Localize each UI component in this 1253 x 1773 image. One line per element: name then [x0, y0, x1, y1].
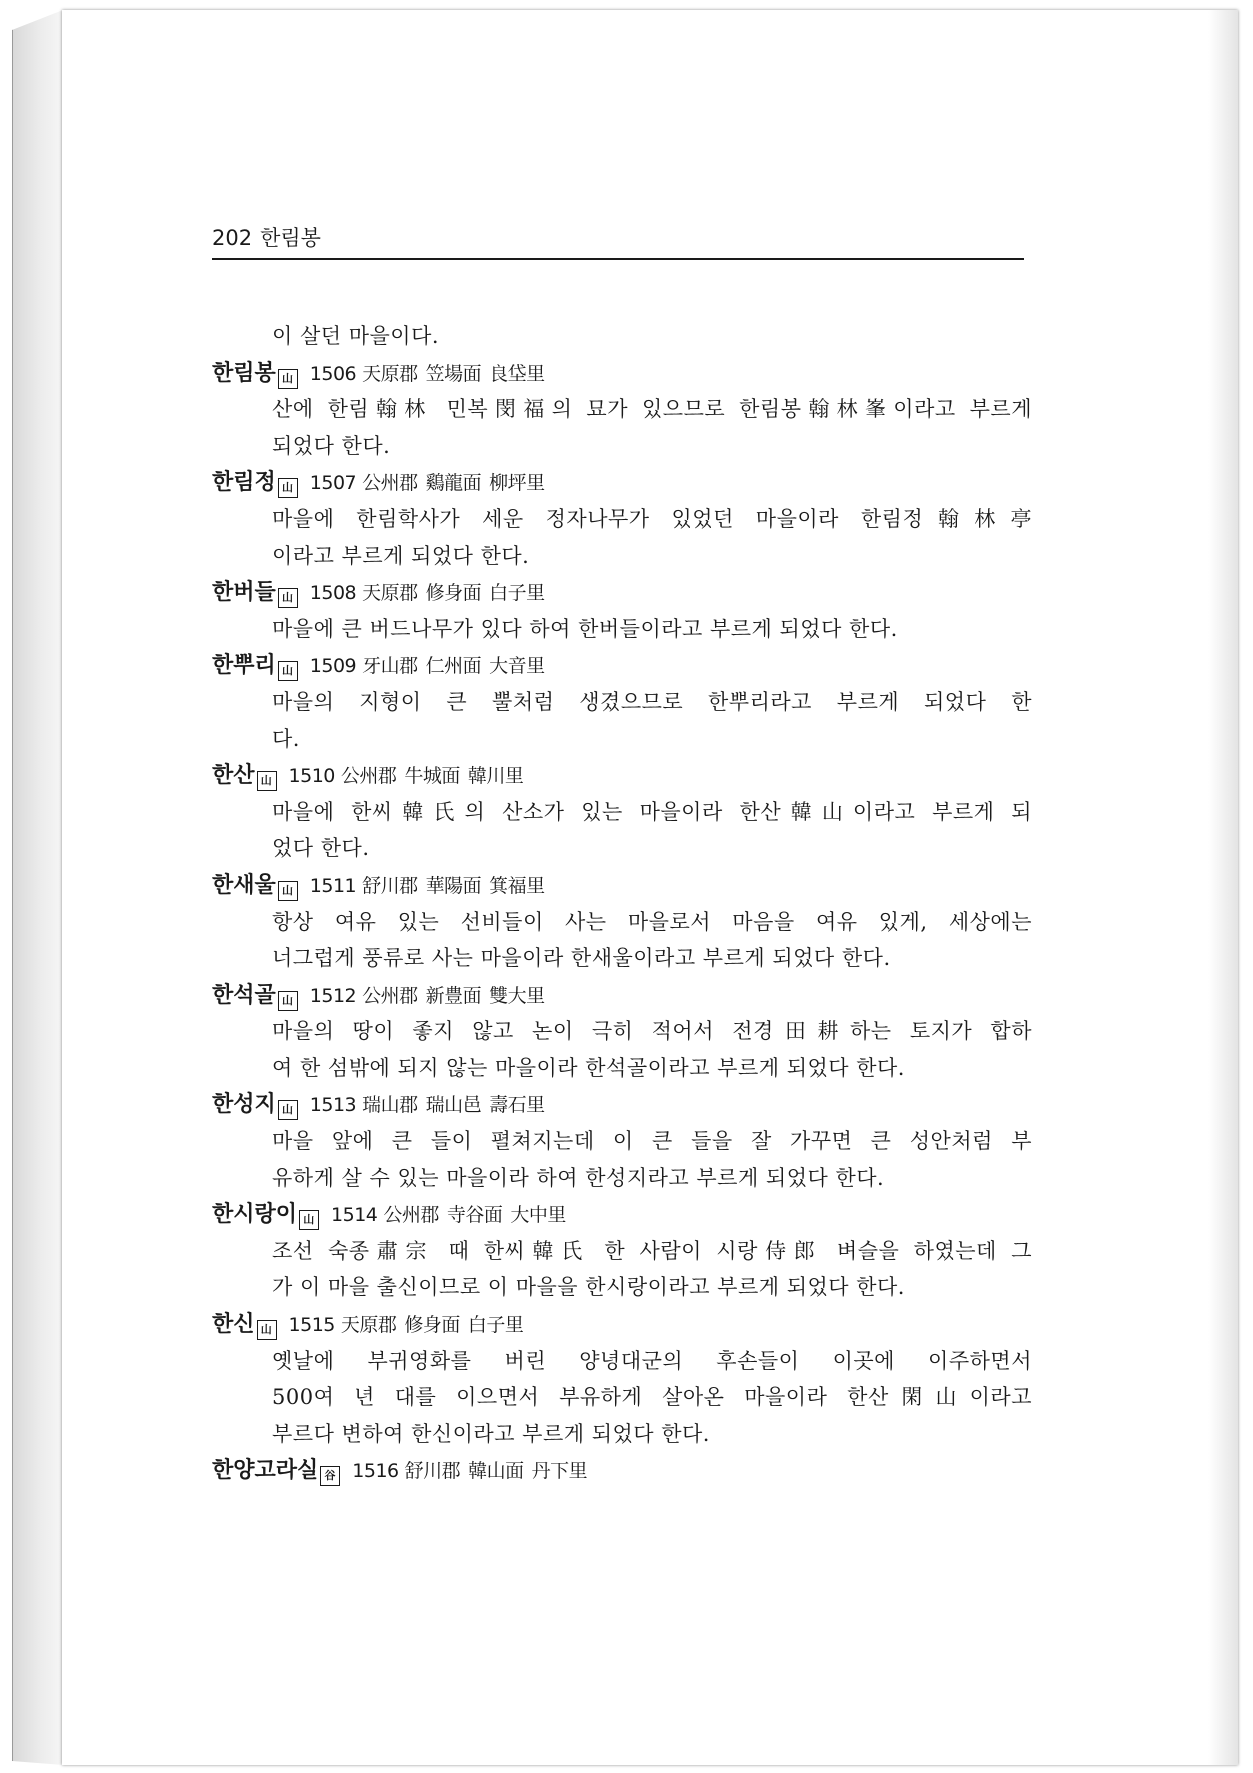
entry-township: 新豊面 [425, 984, 482, 1007]
running-title: 한림봉 [260, 226, 321, 250]
entry-description-line: 마을에 한림학사가 세운 정자나무가 있었던 마을이라 한림정翰林亭 [272, 506, 1032, 531]
entry-headword: 한성지 [212, 1091, 276, 1118]
book-spine-edge [12, 10, 63, 1765]
entry-description-line: 마을에 큰 버드나무가 있다 하여 한버들이라고 부르게 되었다 한다. [272, 616, 898, 641]
entry-code: 1516 [352, 1460, 399, 1483]
entry-description-line: 되었다 한다. [272, 433, 391, 458]
entry-township: 笠場面 [425, 362, 482, 385]
entry-village: 白子里 [489, 582, 545, 605]
entry-township: 修身面 [425, 582, 482, 605]
entry-headword: 한버들 [212, 579, 276, 606]
entry-township: 韓山面 [468, 1460, 524, 1483]
page-number: 202 [212, 226, 253, 250]
entry-township: 鷄龍面 [425, 472, 482, 495]
running-head [212, 222, 321, 252]
entry-heading [212, 647, 1092, 684]
entry-code: 1507 [309, 472, 357, 495]
entry-township: 寺谷面 [446, 1204, 503, 1227]
entry-headword: 한산 [212, 762, 255, 789]
entry-village: 大中里 [510, 1204, 566, 1227]
entry-type-mark: 山 [257, 1320, 277, 1340]
entry-headword: 한시랑이 [212, 1201, 298, 1228]
entry-code: 1513 [309, 1094, 357, 1117]
entry-code: 1506 [309, 362, 357, 385]
entry-township: 牛城面 [404, 765, 460, 788]
entry-type-mark: 谷 [320, 1466, 340, 1486]
entry-county: 天原郡 [362, 362, 418, 385]
entry-heading [212, 1196, 1092, 1233]
entry-description-line: 산에 한림翰林 민복閔福의 묘가 있으므로 한림봉翰林峯이라고 부르게 [272, 397, 1032, 422]
entry-heading [212, 977, 1092, 1014]
entry-village: 白子里 [467, 1314, 524, 1337]
entry-county: 公州郡 [362, 472, 418, 495]
entry-heading [212, 757, 1092, 794]
entry-headword: 한새울 [212, 871, 276, 898]
entry-heading [212, 867, 1092, 904]
entry-county: 天原郡 [362, 582, 418, 605]
entry-code: 1511 [309, 874, 357, 897]
entry-description-line: 이라고 부르게 되었다 한다. [272, 543, 530, 568]
entry-county: 舒川郡 [404, 1460, 461, 1483]
entry-village: 丹下里 [531, 1460, 588, 1483]
entry-county: 公州郡 [362, 984, 418, 1007]
entry-description-line: 조선 숙종肅宗 때 한씨韓氏 한 사람이 시랑侍郎 벼슬을 하였는데 그 [272, 1238, 1032, 1263]
entry-county: 公州郡 [340, 765, 397, 788]
entry-description-line: 항상 여유 있는 선비들이 사는 마을로서 마음을 여유 있게, 세상에는 [272, 909, 1032, 934]
entry-township: 修身面 [404, 1314, 460, 1337]
entry-description-line: 유하게 살 수 있는 마을이라 하여 한성지라고 부르게 되었다 한다. [272, 1165, 885, 1190]
entry-headword: 한양고라실 [212, 1457, 319, 1484]
entry-headword: 한석골 [212, 981, 276, 1008]
entry-type-mark: 山 [278, 991, 298, 1011]
entry-headword: 한림봉 [212, 359, 276, 386]
entry-description-line: 마을의 지형이 큰 뿔처럼 생겼으므로 한뿌리라고 부르게 되었다 한 [272, 689, 1032, 714]
entry-description-line: 여 한 섬밖에 되지 않는 마을이라 한석골이라고 부르게 되었다 한다. [272, 1055, 905, 1080]
entry-code: 1509 [309, 655, 357, 678]
entry-township: 華陽面 [425, 874, 482, 897]
entry-type-mark: 山 [278, 661, 298, 681]
dictionary-content [212, 318, 1092, 1489]
page-gutter-shadow [1208, 10, 1238, 1765]
entry-type-mark: 山 [278, 369, 298, 389]
entry-township: 仁州面 [425, 655, 482, 678]
entry-heading [212, 1086, 1092, 1123]
entry-headword: 한신 [212, 1311, 255, 1338]
entry-county: 天原郡 [340, 1314, 397, 1337]
entry-county: 牙山郡 [362, 655, 418, 678]
entry-description-line: 너그럽게 풍류로 사는 마을이라 한새울이라고 부르게 되었다 한다. [272, 946, 891, 971]
entry-heading [212, 1306, 1092, 1343]
entry-description-line: 었다 한다. [272, 836, 370, 861]
entry-code: 1510 [288, 765, 335, 788]
entry-headword: 한뿌리 [212, 652, 276, 679]
entry-heading [212, 464, 1092, 501]
entry-village: 大音里 [489, 655, 545, 678]
entry-village: 壽石里 [489, 1094, 545, 1117]
entry-village: 良垈里 [489, 362, 545, 385]
entry-description-line: 500여 년 대를 이으면서 부유하게 살아온 마을이라 한산閑山이라고 [272, 1385, 1032, 1410]
entry-code: 1512 [309, 984, 357, 1007]
entry-code: 1514 [331, 1204, 378, 1227]
continuation-line: 이 살던 마을이다. [272, 324, 440, 348]
entry-heading [212, 1452, 1092, 1489]
header-rule [212, 258, 1024, 260]
entry-county: 公州郡 [383, 1204, 439, 1227]
entry-heading [212, 574, 1092, 611]
entry-type-mark: 山 [278, 1100, 298, 1120]
entry-type-mark: 山 [278, 588, 298, 608]
entry-description-line: 가 이 마을 출신이므로 이 마을을 한시랑이라고 부르게 되었다 한다. [272, 1275, 905, 1300]
entry-county: 瑞山郡 [362, 1094, 418, 1117]
entry-village: 箕福里 [489, 874, 545, 897]
entry-description-line: 다. [272, 726, 300, 751]
entry-township: 瑞山邑 [425, 1094, 482, 1117]
entry-type-mark: 山 [257, 771, 277, 791]
entry-description-line: 옛날에 부귀영화를 버린 양녕대군의 후손들이 이곳에 이주하면서 [272, 1348, 1032, 1373]
entry-description-line: 마을의 땅이 좋지 않고 논이 극히 적어서 전경田耕하는 토지가 합하 [272, 1019, 1032, 1044]
entry-village: 韓川里 [467, 765, 524, 788]
entry-heading [212, 355, 1092, 392]
entry-description-line: 부르다 변하여 한신이라고 부르게 되었다 한다. [272, 1421, 710, 1446]
entry-type-mark: 山 [278, 478, 298, 498]
entry-description-line: 마을에 한씨韓氏의 산소가 있는 마을이라 한산韓山이라고 부르게 되 [272, 799, 1032, 824]
entry-type-mark: 山 [299, 1210, 319, 1230]
entry-description-line: 마을 앞에 큰 들이 펼쳐지는데 이 큰 들을 잘 가꾸면 큰 성안처럼 부 [272, 1129, 1032, 1154]
entry-village: 雙大里 [489, 984, 545, 1007]
entry-code: 1508 [309, 582, 357, 605]
entry-village: 柳坪里 [489, 472, 545, 495]
entry-type-mark: 山 [278, 881, 298, 901]
entry-code: 1515 [288, 1314, 335, 1337]
entry-headword: 한림정 [212, 469, 276, 496]
entry-county: 舒川郡 [362, 874, 418, 897]
